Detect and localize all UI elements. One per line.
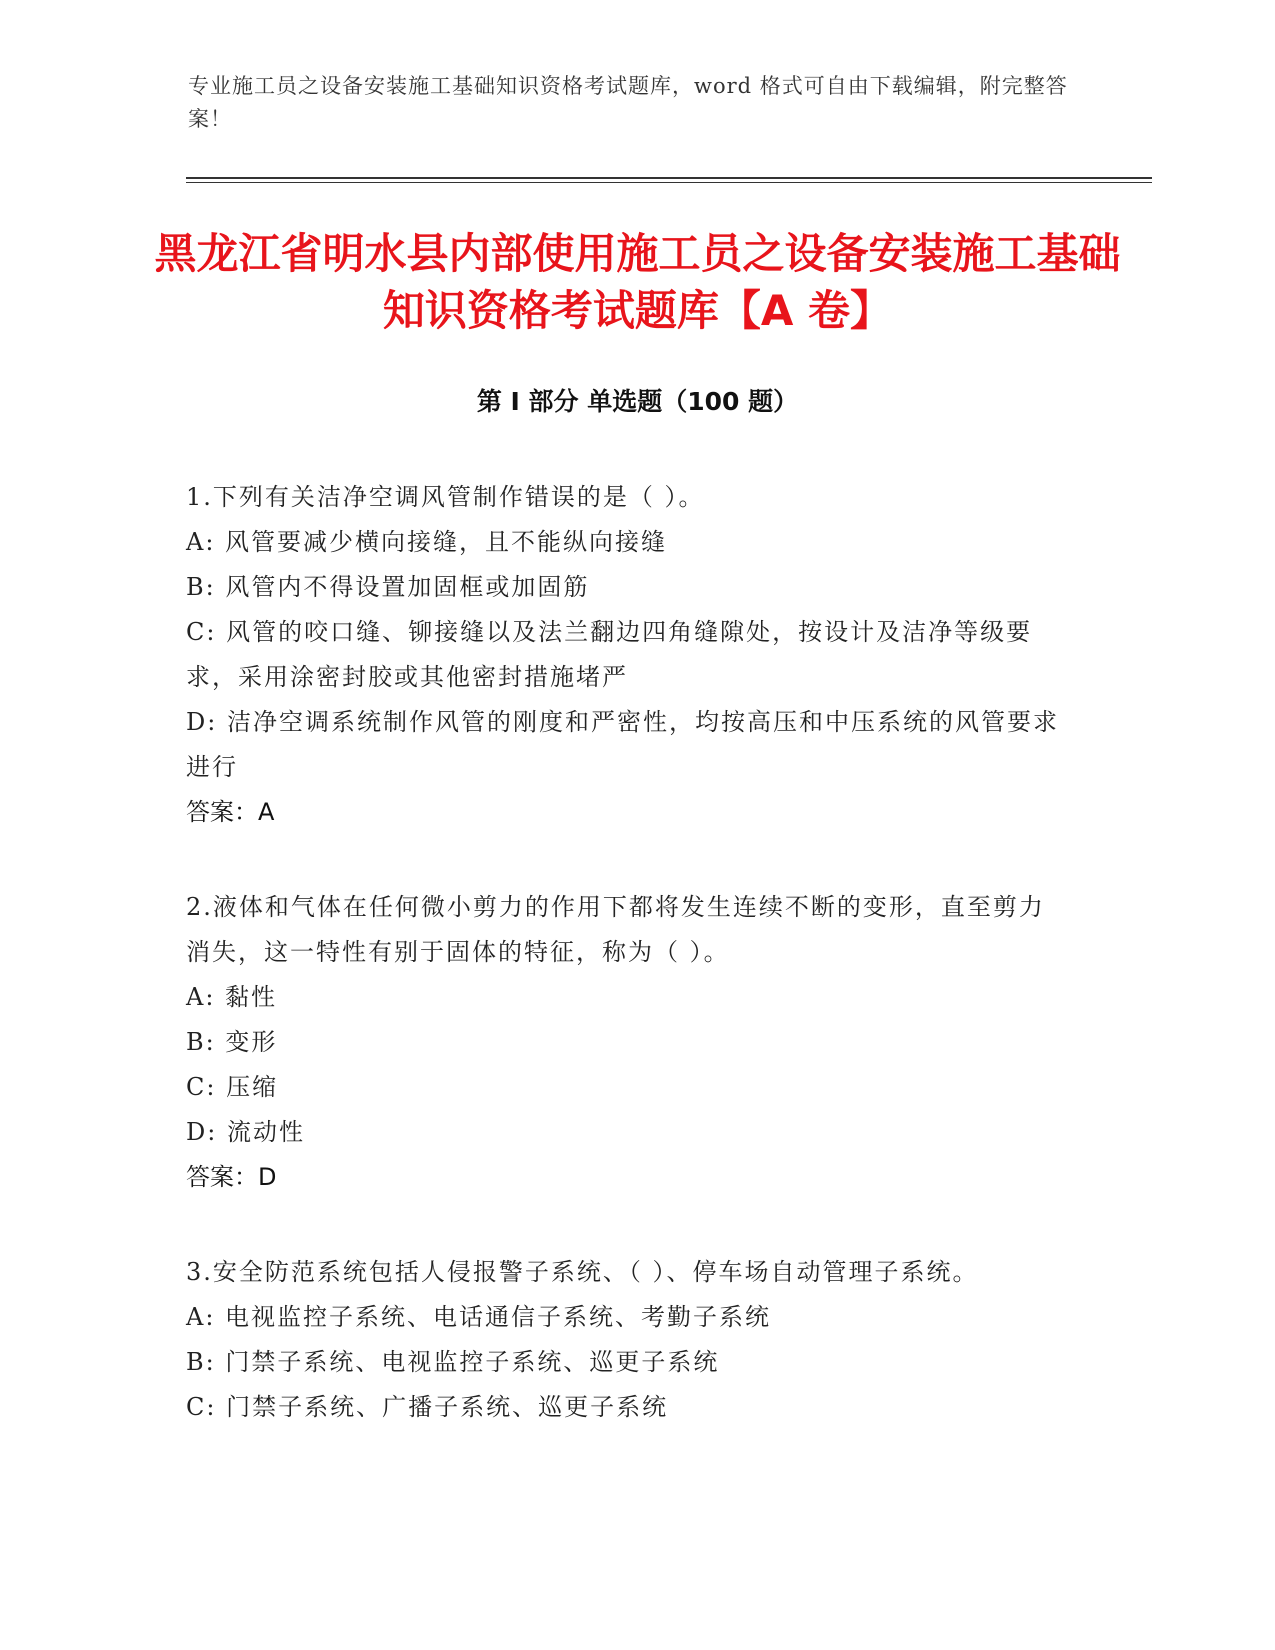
question-3 xyxy=(186,1250,1066,1430)
header-divider-thin xyxy=(186,182,1152,183)
header-note: 专业施工员之设备安装施工基础知识资格考试题库，word 格式可自由下载编辑，附完整答案！ xyxy=(188,74,1068,131)
question-1 xyxy=(186,475,1066,835)
option-c: C: 风管的咬口缝、铆接缝以及法兰翻边四角缝隙处，按设计及洁净等级要求，采用涂密封胶或其他密封措施堵严 xyxy=(186,618,1033,691)
option-c: C: 压缩 xyxy=(186,1073,279,1101)
answer-label: 答案：D xyxy=(186,1163,277,1191)
option-a: A: 风管要减少横向接缝，且不能纵向接缝 xyxy=(186,528,668,556)
option-a: A: 黏性 xyxy=(186,983,278,1011)
option-b: B: 门禁子系统、电视监控子系统、巡更子系统 xyxy=(186,1348,720,1376)
answer-label: 答案：A xyxy=(186,798,275,826)
section-title: 第 I 部分 单选题（100 题） xyxy=(476,387,799,416)
option-b: B: 变形 xyxy=(186,1028,278,1056)
option-b: B: 风管内不得设置加固框或加固筋 xyxy=(186,573,590,601)
question-list xyxy=(186,475,1066,1480)
header-divider-thick xyxy=(186,177,1152,179)
question-stem: 2.液体和气体在任何微小剪力的作用下都将发生连续不断的变形，直至剪力消失，这一特性有别于固体的特征，称为（ ）。 xyxy=(186,893,1045,966)
option-d: D: 洁净空调系统制作风管的刚度和严密性，均按高压和中压系统的风管要求进行 xyxy=(186,708,1059,781)
option-a: A: 电视监控子系统、电话通信子系统、考勤子系统 xyxy=(186,1303,772,1331)
question-2 xyxy=(186,885,1066,1200)
question-stem: 3.安全防范系统包括人侵报警子系统、（ ）、停车场自动管理子系统。 xyxy=(186,1258,979,1286)
document-title: 黑龙江省明水县内部使用施工员之设备安装施工基础知识资格考试题库【A 卷】 xyxy=(154,229,1121,335)
option-c: C: 门禁子系统、广播子系统、巡更子系统 xyxy=(186,1393,669,1421)
question-stem: 1.下列有关洁净空调风管制作错误的是（ ）。 xyxy=(186,483,705,511)
option-d: D: 流动性 xyxy=(186,1118,305,1146)
